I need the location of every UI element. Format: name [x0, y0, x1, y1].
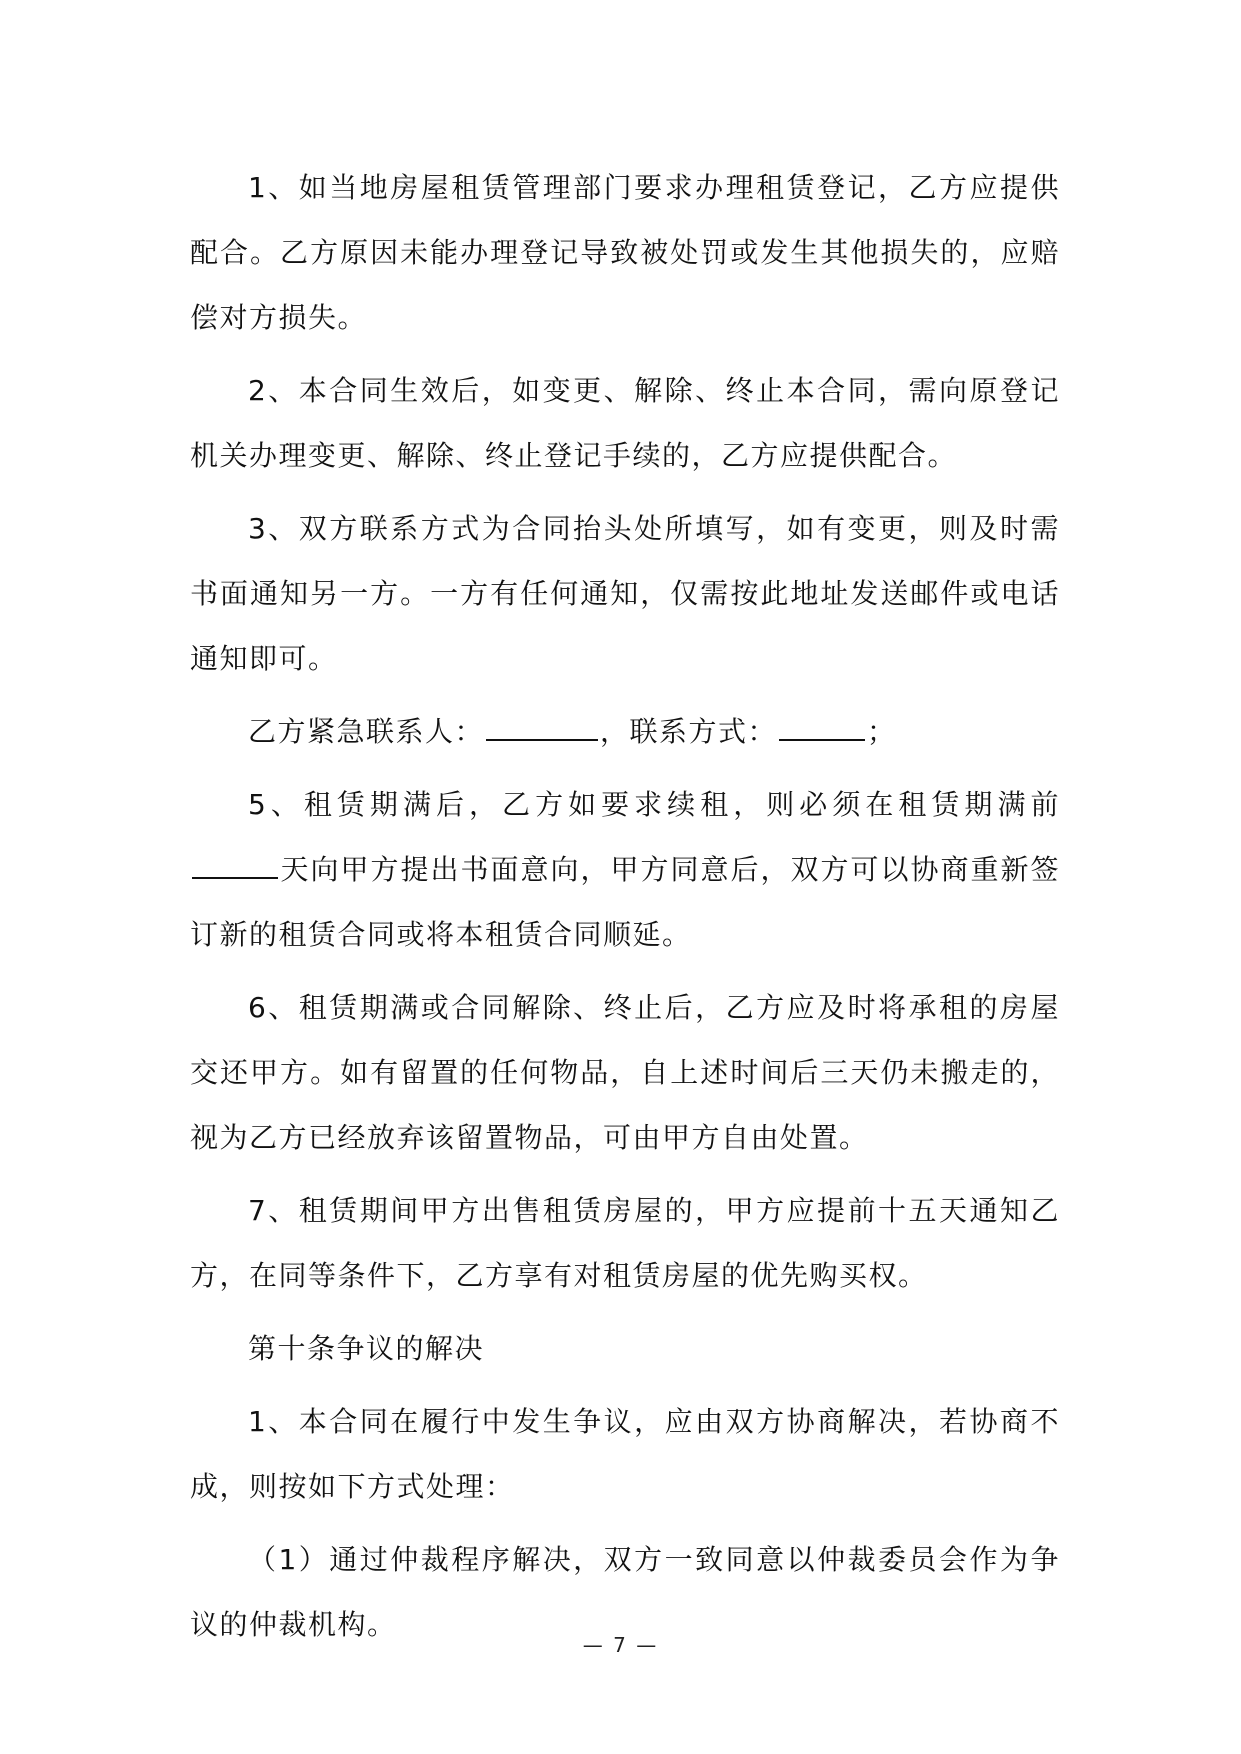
renewal-text-start: 5、租赁期满后，乙方如要求续租，则必须在租赁期满前 — [248, 788, 1060, 821]
emergency-contact-end: ； — [867, 715, 897, 748]
renewal-days-blank — [192, 847, 278, 879]
emergency-contact-label: 乙方紧急联系人： — [248, 715, 485, 748]
clause-renewal — [190, 772, 1060, 967]
contact-method-label: ，联系方式： — [600, 715, 778, 748]
article-ten-heading: 第十条争议的解决 — [248, 1332, 485, 1365]
clause-arbitration: （1）通过仲裁程序解决，双方一致同意以仲裁委员会作为争议的仲裁机构。 — [190, 1543, 1060, 1641]
clause-change-registration: 2、本合同生效后，如变更、解除、终止本合同，需向原登记机关办理变更、解除、终止登记手续的，乙方应提供配合。 — [190, 374, 1060, 472]
clause-dispute-negotiation: 1、本合同在履行中发生争议，应由双方协商解决，若协商不成，则按如下方式处理： — [190, 1405, 1060, 1503]
emergency-contact-blank — [486, 709, 598, 741]
clause-registration: 1、如当地房屋租赁管理部门要求办理租赁登记，乙方应提供配合。乙方原因未能办理登记导致被处罚或发生其他损失的，应赔偿对方损失。 — [190, 171, 1060, 334]
page-number: — 7 — — [582, 1633, 659, 1657]
renewal-text-end: 天向甲方提出书面意向，甲方同意后，双方可以协商重新签订新的租赁合同或将本租赁合同顺延。 — [190, 853, 1060, 951]
clause-priority-purchase: 7、租赁期间甲方出售租赁房屋的，甲方应提前十五天通知乙方，在同等条件下，乙方享有对租赁房屋的优先购买权。 — [190, 1194, 1060, 1292]
clause-emergency-contact — [190, 699, 1060, 764]
contact-method-blank — [779, 709, 865, 741]
clause-return-premises: 6、租赁期满或合同解除、终止后，乙方应及时将承租的房屋交还甲方。如有留置的任何物品，自上述时间后三天仍未搬走的，视为乙方已经放弃该留置物品，可由甲方自由处置。 — [190, 991, 1060, 1154]
document-body — [190, 155, 1060, 1665]
clause-contact-info: 3、双方联系方式为合同抬头处所填写，如有变更，则及时需书面通知另一方。一方有任何通知，仅需按此地址发送邮件或电话通知即可。 — [190, 512, 1060, 675]
